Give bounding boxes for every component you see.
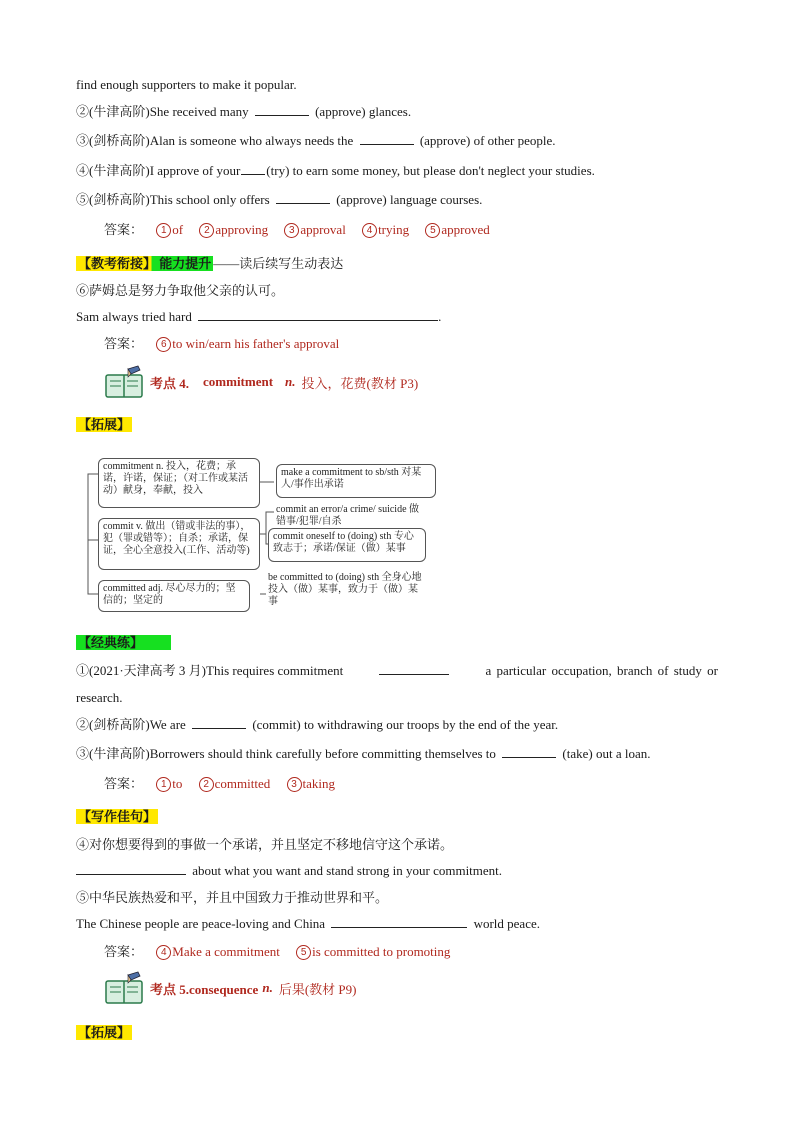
answer-item: 5 approved [425,222,489,237]
section-header [76,1024,132,1042]
item-text: (take) out a loan. [562,746,651,761]
item-text: world peace. [473,916,540,931]
section-tag: 【教考衔接】 能力提升 [78,256,212,271]
exercise-item [76,191,482,209]
item-text: about what you want and stand strong in your commitment. [192,863,503,878]
answer-line [104,335,339,353]
item-text: She received many [149,104,249,119]
book-pen-icon [104,971,146,1005]
item-source: (剑桥高阶) [89,133,150,148]
item-source: (剑桥高阶) [89,192,150,207]
item-number: ④ [76,163,90,178]
diagram-box-adjective: committed adj. 尽心尽力的；坚信的；坚定的 [98,580,250,612]
exercise-item [76,103,411,121]
item-text: The Chinese people are peace-loving and China [76,916,326,931]
answer-item: 6 to win/earn his father's approval [156,336,339,351]
paragraph-text: find enough supporters to make it popular. [76,77,297,92]
answer-line [104,775,348,793]
exercise-prompt-cn: ⑤中华民族热爱和平，并且中国致力于推动世界和平。 [76,890,389,905]
answer-item: 3 taking [287,776,336,791]
item-number: ② [76,717,90,732]
section-tag: 【拓展】 [78,417,131,432]
answer-item: 3 approval [284,222,345,237]
diagram-phrase: be committed to (doing) sth 全身心地投入（做）某事，致力于（做）某事 [268,572,422,607]
item-text: . [438,309,442,324]
key-point-word: commitment [203,374,274,389]
item-number: ③ [76,133,90,148]
answer-blank[interactable] [360,132,414,145]
answer-label: 答案： [104,222,144,237]
answer-label: 答案： [104,776,144,791]
key-point-meaning: 后果(教材 P9) [278,981,357,997]
answer-item: 1 to [156,776,182,791]
exercise-item [76,132,556,150]
diagram-box-phrase: commit oneself to (doing) sth 专心致志于；承诺/保证（做）某事 [268,528,426,562]
answer-blank[interactable] [76,862,186,875]
item-text-continued: research. [76,690,123,705]
diagram-box-noun: commitment n. 投入，花费；承诺，许诺，保证；（对工作或某活动）献身，奉献，投入 [98,458,260,508]
answer-item: 4 trying [362,222,409,237]
answer-item: 1 of [156,222,183,237]
section-header [76,416,132,434]
section-subtitle: ——读后续写生动表达 [213,256,344,271]
item-text: This school only offers [149,192,270,207]
exercise-item [76,162,595,180]
answer-label: 答案： [104,944,144,959]
item-source: (牛津高阶) [89,163,150,178]
exercise-item [76,862,502,880]
answer-blank[interactable] [502,745,556,758]
item-number: ⑤ [76,192,90,207]
answer-blank[interactable] [331,915,467,928]
answer-line [104,943,463,961]
section-header [76,634,171,652]
diagram-box-phrase: make a commitment to sb/sth 对某人/事作出承诺 [276,464,436,498]
answer-item: 5 is committed to promoting [296,944,450,959]
item-text: a particular occupation, branch of study or [485,663,718,678]
item-text: This requires commitment [206,663,344,678]
item-text: I approve of your [149,163,241,178]
answer-item: 2 committed [199,776,271,791]
item-text: (approve) language courses. [336,192,483,207]
item-text: (approve) of other people. [419,133,556,148]
key-point-header [104,365,418,399]
key-point-label: 考点 5.consequence [150,981,259,997]
section-header [76,808,158,826]
item-source: (2021·天津高考 3 月) [89,663,207,678]
item-text: (commit) to withdrawing our troops by the end of the year. [252,717,559,732]
item-text: Sam always tried hard [76,309,192,324]
answer-blank[interactable] [198,308,438,321]
item-text: Borrowers should think carefully before committing themselves to [149,746,496,761]
answer-blank[interactable] [379,662,449,675]
part-of-speech: n. [262,980,273,995]
word-family-diagram [80,452,426,616]
exercise-prompt-cn: ⑥萨姆总是努力争取他父亲的认可。 [76,283,285,298]
answer-blank[interactable] [255,103,309,116]
item-source: (牛津高阶) [89,746,150,761]
item-text: We are [149,717,186,732]
answer-item: 4 Make a commitment [156,944,280,959]
section-tag: 【拓展】 [78,1025,131,1040]
answer-line [104,221,503,239]
exercise-item [76,716,558,734]
key-point-label: 考点 4. [150,375,190,391]
exercise-prompt-cn: ④对你想要得到的事做一个承诺，并且坚定不移地信守这个承诺。 [76,837,454,852]
answer-blank[interactable] [192,716,246,729]
item-source: (牛津高阶) [89,104,150,119]
exercise-item [76,662,718,680]
answer-item: 2 approving [199,222,268,237]
exercise-item [76,915,540,933]
answer-label: 答案： [104,336,144,351]
item-text: Alan is someone who always needs the [149,133,354,148]
section-header [76,255,343,273]
part-of-speech: n. [285,374,296,389]
section-tag: 【写作佳句】 [78,809,157,824]
exercise-item [76,308,441,326]
exercise-item [76,745,651,763]
key-point-meaning: 投入，花费(教材 P3) [301,375,419,391]
section-tag: 【经典练】 [76,635,171,650]
item-text: (try) to earn some money, but please don't neglect your studies. [266,163,595,178]
answer-blank[interactable] [276,191,330,204]
item-source: (剑桥高阶) [89,717,150,732]
diagram-box-verb: commit v. 做出（错或非法的事），犯（罪或错等）；自杀；承诺，保证，全心全意投入(工作、活动等) [98,518,260,570]
item-number: ① [76,663,90,678]
item-text: (approve) glances. [315,104,412,119]
item-number: ② [76,104,90,119]
diagram-phrase: commit an error/a crime/ suicide 做错事/犯罪/自杀 [276,504,420,527]
item-number: ③ [76,746,90,761]
key-point-header [104,971,356,1005]
answer-blank[interactable] [241,162,265,175]
book-pen-icon [104,365,146,399]
